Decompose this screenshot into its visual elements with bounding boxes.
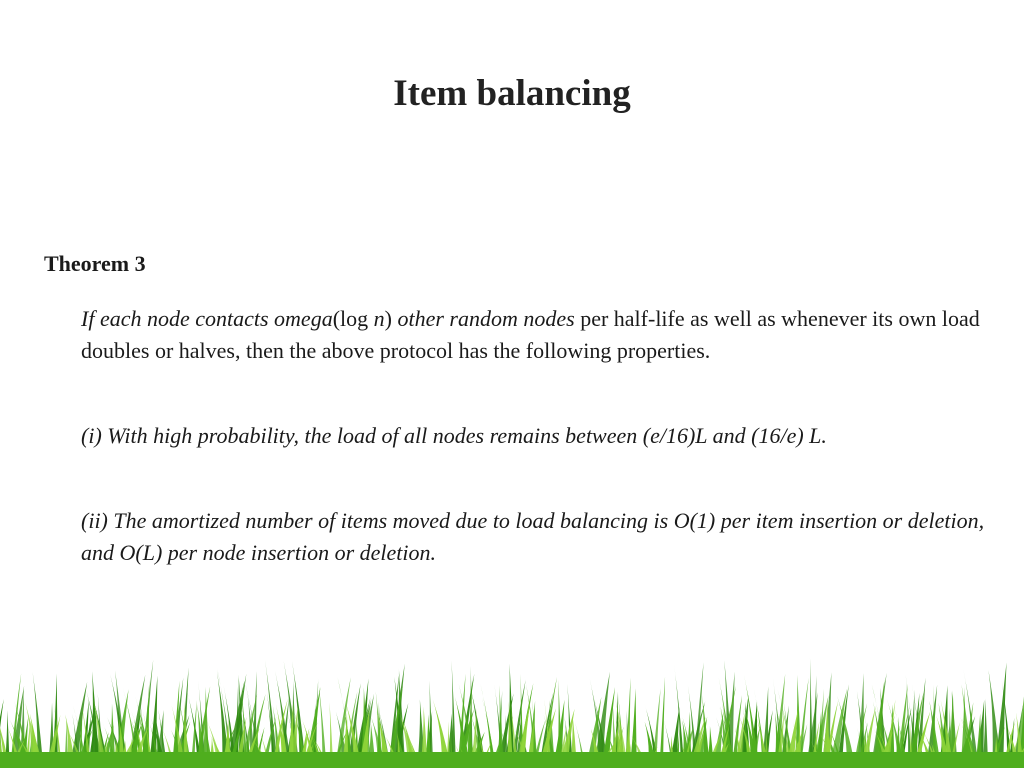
statement-n: n — [373, 306, 385, 331]
statement-rest: per half-life as well as whenever its own load doubles or halves, then the above protocol has the following properties. — [81, 306, 980, 363]
statement-italic-1: If each node contacts omega — [81, 306, 333, 331]
grass-blades — [0, 659, 1024, 768]
grass-decoration — [0, 640, 1024, 768]
theorem-heading: Theorem 3 — [44, 251, 146, 276]
statement-italic-2: other random nodes — [397, 306, 575, 331]
statement-log: (log — [332, 306, 374, 331]
slide-title: Item balancing — [393, 73, 631, 114]
grass-base — [0, 752, 1024, 768]
theorem-property-2: (ii) The amortized number of items moved due to load balancing is O(1) per item insertion or deletion, and O(L) per node insertion or deletion. — [81, 508, 985, 565]
theorem-property-1: (i) With high probability, the load of all nodes remains between (e/16)L and (16/e) L. — [81, 423, 827, 448]
theorem-statement — [81, 303, 991, 367]
statement-close-paren: ) — [384, 306, 398, 331]
grass-blade — [809, 659, 813, 768]
